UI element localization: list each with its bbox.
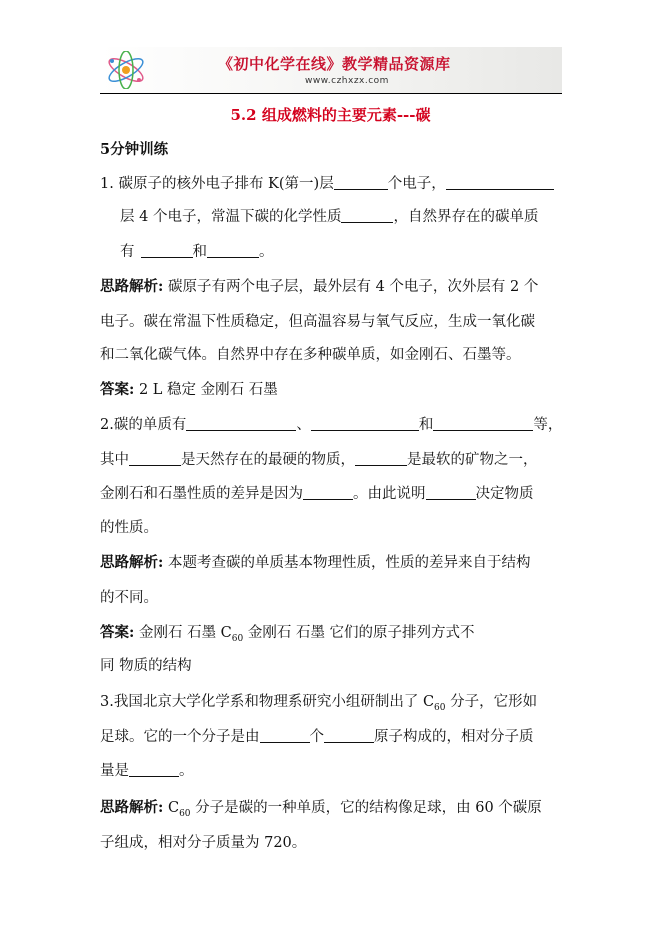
q1-text: 有 xyxy=(120,244,135,260)
answer-blank xyxy=(311,415,419,431)
subscript: 60 xyxy=(231,633,244,644)
answer-blank xyxy=(207,242,259,258)
q3-text: 量是 xyxy=(100,763,129,779)
q3-text: 分子，它形如 xyxy=(445,694,538,710)
subscript: 60 xyxy=(179,808,191,819)
answer-blank xyxy=(433,415,533,431)
answer-label: 答案: xyxy=(100,624,135,641)
question-1-line-2 xyxy=(120,207,538,227)
q2-text: 和 xyxy=(418,417,434,433)
page-header xyxy=(100,47,562,95)
answer-blank xyxy=(303,484,353,500)
analysis-text: 本题考查碳的单质基本物理性质，性质的差异来自于结构 xyxy=(163,555,531,571)
q1-text: 个电子， xyxy=(387,176,446,192)
analysis-label: 思路解析: xyxy=(100,278,164,295)
question-2-line-3 xyxy=(100,484,534,504)
q3-text: 3.我国北京大学化学系和物理系研究小组研制出了 C xyxy=(100,694,435,710)
answer-2-line-1 xyxy=(100,623,475,649)
answer-2-line-2: 同 物质的结构 xyxy=(100,658,192,674)
answer-text: 金刚石 石墨 它们的原子排列方式不 xyxy=(243,625,475,641)
section-heading: 5分钟训练 xyxy=(100,141,169,158)
header-divider xyxy=(100,93,562,94)
analysis-label: 思路解析: xyxy=(100,799,164,816)
answer-blank xyxy=(341,207,393,223)
q3-text: 足球。它的一个分子是由 xyxy=(100,729,260,745)
answer-blank xyxy=(324,727,374,743)
answer-blank xyxy=(129,761,179,777)
analysis-text: C xyxy=(163,800,180,816)
q2-text: 是最软的矿物之一， xyxy=(407,452,538,468)
question-1-line-3 xyxy=(120,242,274,262)
answer-text: 2 L 稳定 金刚石 石墨 xyxy=(134,382,278,398)
banner-title: 《初中化学在线》教学精品资源库 xyxy=(218,55,451,73)
analysis-2-line-1 xyxy=(100,553,530,573)
document-title: 5.2 组成燃料的主要元素---碳 xyxy=(230,106,431,124)
q3-text: 原子构成的，相对分子质 xyxy=(374,729,534,745)
answer-1 xyxy=(100,380,278,400)
analysis-2-line-2: 的不同。 xyxy=(100,590,158,606)
q2-text: 2.碳的单质有 xyxy=(100,417,187,433)
question-2-line-4: 的性质。 xyxy=(100,520,158,536)
q1-text: 和 xyxy=(192,244,207,260)
analysis-label: 思路解析: xyxy=(100,554,164,571)
q1-text: 层 4 个电子，常温下碳的化学性质 xyxy=(120,209,342,225)
analysis-3-line-1 xyxy=(100,798,542,824)
answer-blank xyxy=(141,242,193,258)
q2-text: 。由此说明 xyxy=(353,486,426,502)
q2-text: 是天然存在的最硬的物质， xyxy=(181,452,355,468)
banner-url: www.czhxzx.com xyxy=(305,76,389,86)
atom-logo-icon xyxy=(104,51,148,89)
analysis-1-line-2: 电子。碳在常温下性质稳定，但高温容易与氧气反应，生成一氧化碳 xyxy=(100,314,535,330)
answer-blank xyxy=(260,727,310,743)
question-1-line-1 xyxy=(100,174,554,194)
answer-text: 金刚石 石墨 C xyxy=(134,625,232,641)
answer-label: 答案: xyxy=(100,381,135,398)
answer-blank xyxy=(129,450,181,466)
q2-text: 、 xyxy=(296,417,311,433)
q3-text: 。 xyxy=(179,763,194,779)
analysis-text: 碳原子有两个电子层，最外层有 4 个电子，次外层有 2 个 xyxy=(163,279,539,295)
q3-text: 个 xyxy=(309,729,324,745)
answer-blank xyxy=(355,450,407,466)
subscript: 60 xyxy=(434,702,446,713)
question-3-line-1 xyxy=(100,692,537,718)
question-2-line-2 xyxy=(100,450,538,470)
q2-text: 其中 xyxy=(100,452,129,468)
answer-blank xyxy=(426,484,476,500)
q1-text: ，自然界存在的碳单质 xyxy=(393,209,539,225)
q2-text: 决定物质 xyxy=(475,486,534,502)
answer-blank xyxy=(446,174,554,190)
question-3-line-2 xyxy=(100,727,534,747)
question-2-line-1 xyxy=(100,415,562,435)
q1-text: 。 xyxy=(259,244,274,260)
analysis-1-line-3: 和二氧化碳气体。自然界中存在多种碳单质，如金刚石、石墨等。 xyxy=(100,347,521,363)
q2-text: 金刚石和石墨性质的差异是因为 xyxy=(100,486,303,502)
q2-text: 等， xyxy=(533,417,563,433)
analysis-text: 分子是碳的一种单质，它的结构像足球，由 60 个碳原 xyxy=(190,800,542,816)
question-3-line-3 xyxy=(100,761,194,781)
answer-blank xyxy=(186,415,296,431)
analysis-1-line-1 xyxy=(100,277,538,297)
answer-blank xyxy=(334,174,388,190)
analysis-3-line-2: 子组成，相对分子质量为 720。 xyxy=(100,835,307,851)
q1-text: 1. 碳原子的核外电子排布 K(第一)层 xyxy=(100,176,334,192)
